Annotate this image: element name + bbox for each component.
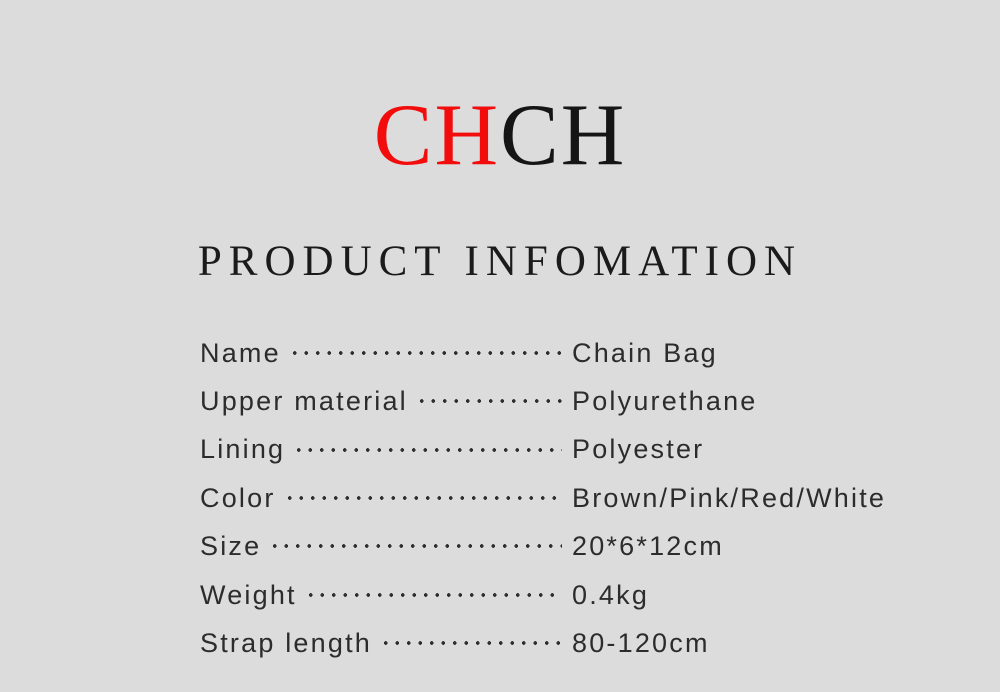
spec-lead xyxy=(200,483,572,514)
spec-label: Name xyxy=(200,337,281,368)
dotted-leader xyxy=(305,581,562,609)
spec-label: Weight xyxy=(200,579,297,610)
dotted-leader xyxy=(416,387,562,415)
dotted-leader xyxy=(269,533,562,561)
brand-logo xyxy=(0,0,1000,184)
spec-value: 80-120cm xyxy=(572,628,710,659)
spec-row-lining xyxy=(200,426,910,474)
spec-row-name xyxy=(200,329,910,377)
spec-value: Polyurethane xyxy=(572,386,758,417)
spec-label: Lining xyxy=(200,434,286,465)
spec-row-upper-material xyxy=(200,377,910,425)
spec-label: Color xyxy=(200,482,276,513)
dotted-leader xyxy=(289,339,562,367)
spec-value: Polyester xyxy=(572,434,705,465)
spec-lead xyxy=(200,628,572,659)
spec-lead xyxy=(200,434,572,465)
brand-logo-black-part: CH xyxy=(500,87,627,184)
spec-label: Strap length xyxy=(200,628,372,659)
spec-value: Brown/Pink/Red/White xyxy=(572,482,887,513)
spec-row-size xyxy=(200,523,910,571)
spec-lead xyxy=(200,386,572,417)
spec-value: Chain Bag xyxy=(572,337,718,368)
spec-row-color xyxy=(200,474,910,522)
dotted-leader xyxy=(293,436,562,464)
spec-row-strap-length xyxy=(200,619,910,667)
spec-value: 20*6*12cm xyxy=(572,531,724,562)
brand-logo-red-part: CH xyxy=(373,87,500,184)
spec-label: Upper material xyxy=(200,386,408,417)
spec-value: 0.4kg xyxy=(572,579,650,610)
spec-lead xyxy=(200,338,572,369)
spec-lead xyxy=(200,580,572,611)
spec-lead xyxy=(200,531,572,562)
spec-label: Size xyxy=(200,531,262,562)
page-title: PRODUCT INFOMATION xyxy=(197,238,803,285)
spec-list xyxy=(200,329,910,668)
dotted-leader xyxy=(380,629,562,657)
spec-row-weight xyxy=(200,571,910,619)
dotted-leader xyxy=(284,484,562,512)
